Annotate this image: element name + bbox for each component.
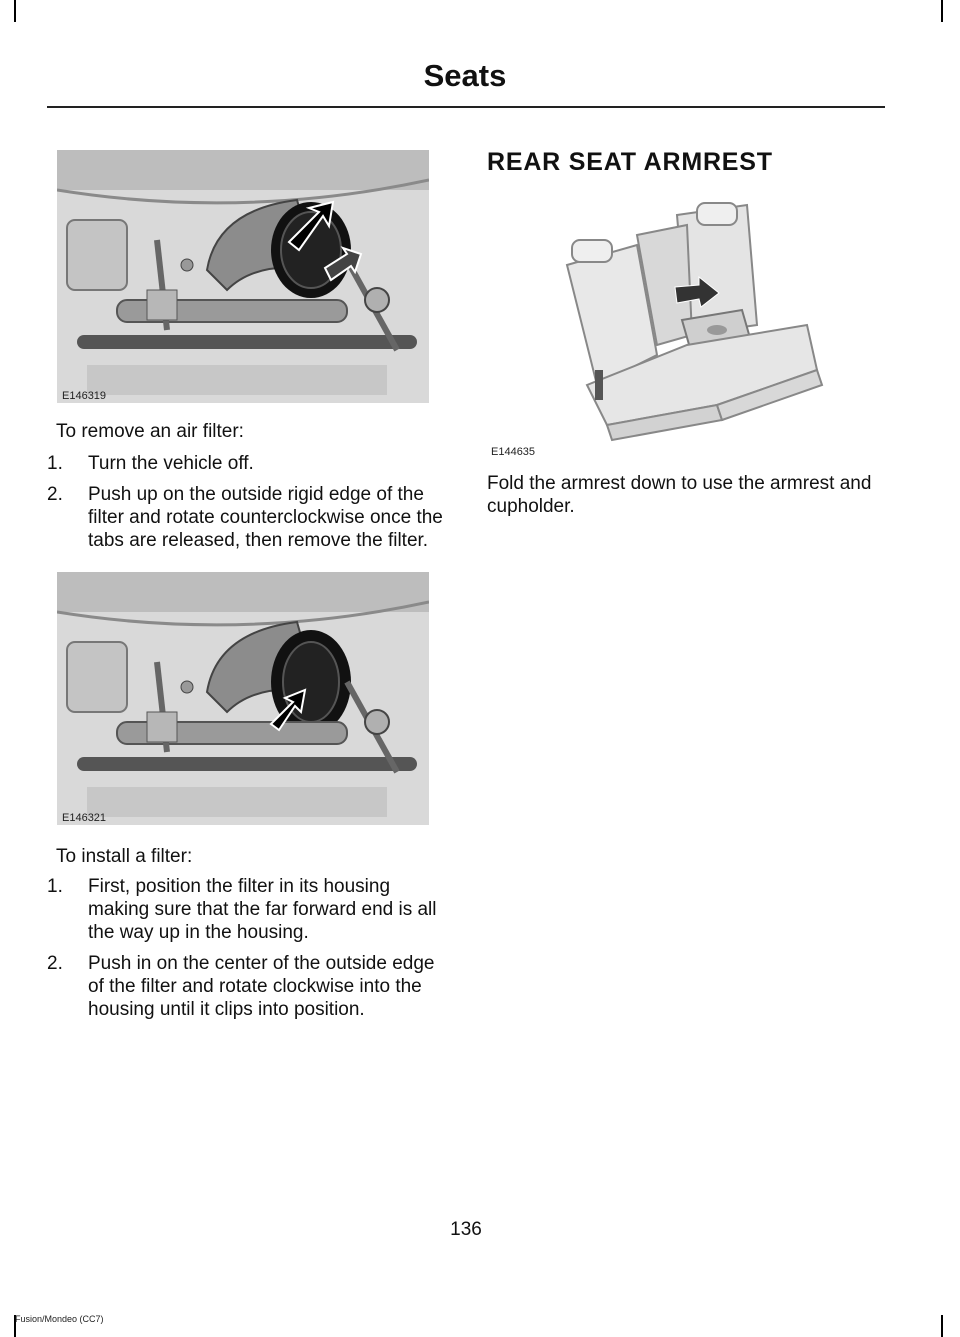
list-item (47, 452, 447, 475)
figure-install-filter (57, 572, 429, 825)
engine-bay-illustration (57, 150, 429, 403)
list-item (47, 483, 447, 552)
step-number: 2. (47, 953, 63, 974)
step-number: 2. (47, 484, 63, 505)
footer-model: Fusion/Mondeo (CC7) (15, 1314, 104, 1324)
install-steps (47, 875, 452, 1029)
page-title: Seats (423, 58, 507, 93)
page-number: 136 (450, 1219, 482, 1240)
section-heading: REAR SEAT ARMREST (487, 148, 773, 176)
step-text: Push up on the outside rigid edge of the filter and rotate counterclockwise once the tabs are released, then remove the filter. (88, 484, 443, 551)
crop-mark-top-left-v (14, 0, 16, 22)
figure-code: E146321 (62, 812, 107, 824)
step-number: 1. (47, 876, 63, 897)
install-intro: To install a filter: (56, 846, 193, 867)
step-text: Turn the vehicle off. (88, 453, 254, 474)
crop-mark-top-right-v (941, 0, 943, 22)
figure-code: E146319 (62, 390, 107, 402)
header-rule (47, 106, 885, 108)
engine-bay-illustration (57, 572, 429, 825)
crop-mark-bottom-right-v (941, 1315, 943, 1337)
armrest-body: Fold the armrest down to use the armrest and cupholder. (487, 473, 872, 517)
rear-seat-illustration (487, 195, 877, 457)
remove-intro: To remove an air filter: (56, 421, 244, 442)
list-item (47, 875, 452, 944)
step-text: Push in on the center of the outside edge of the filter and rotate clockwise into the housing until it clips into position. (88, 953, 435, 1020)
step-number: 1. (47, 453, 63, 474)
figure-code: E144635 (491, 446, 536, 458)
figure-remove-filter (57, 150, 429, 403)
figure-rear-seat-armrest (487, 195, 877, 457)
list-item (47, 952, 452, 1021)
remove-steps (47, 452, 447, 560)
step-text: First, position the filter in its housing making sure that the far forward end is all the way up in the housing. (88, 876, 437, 943)
